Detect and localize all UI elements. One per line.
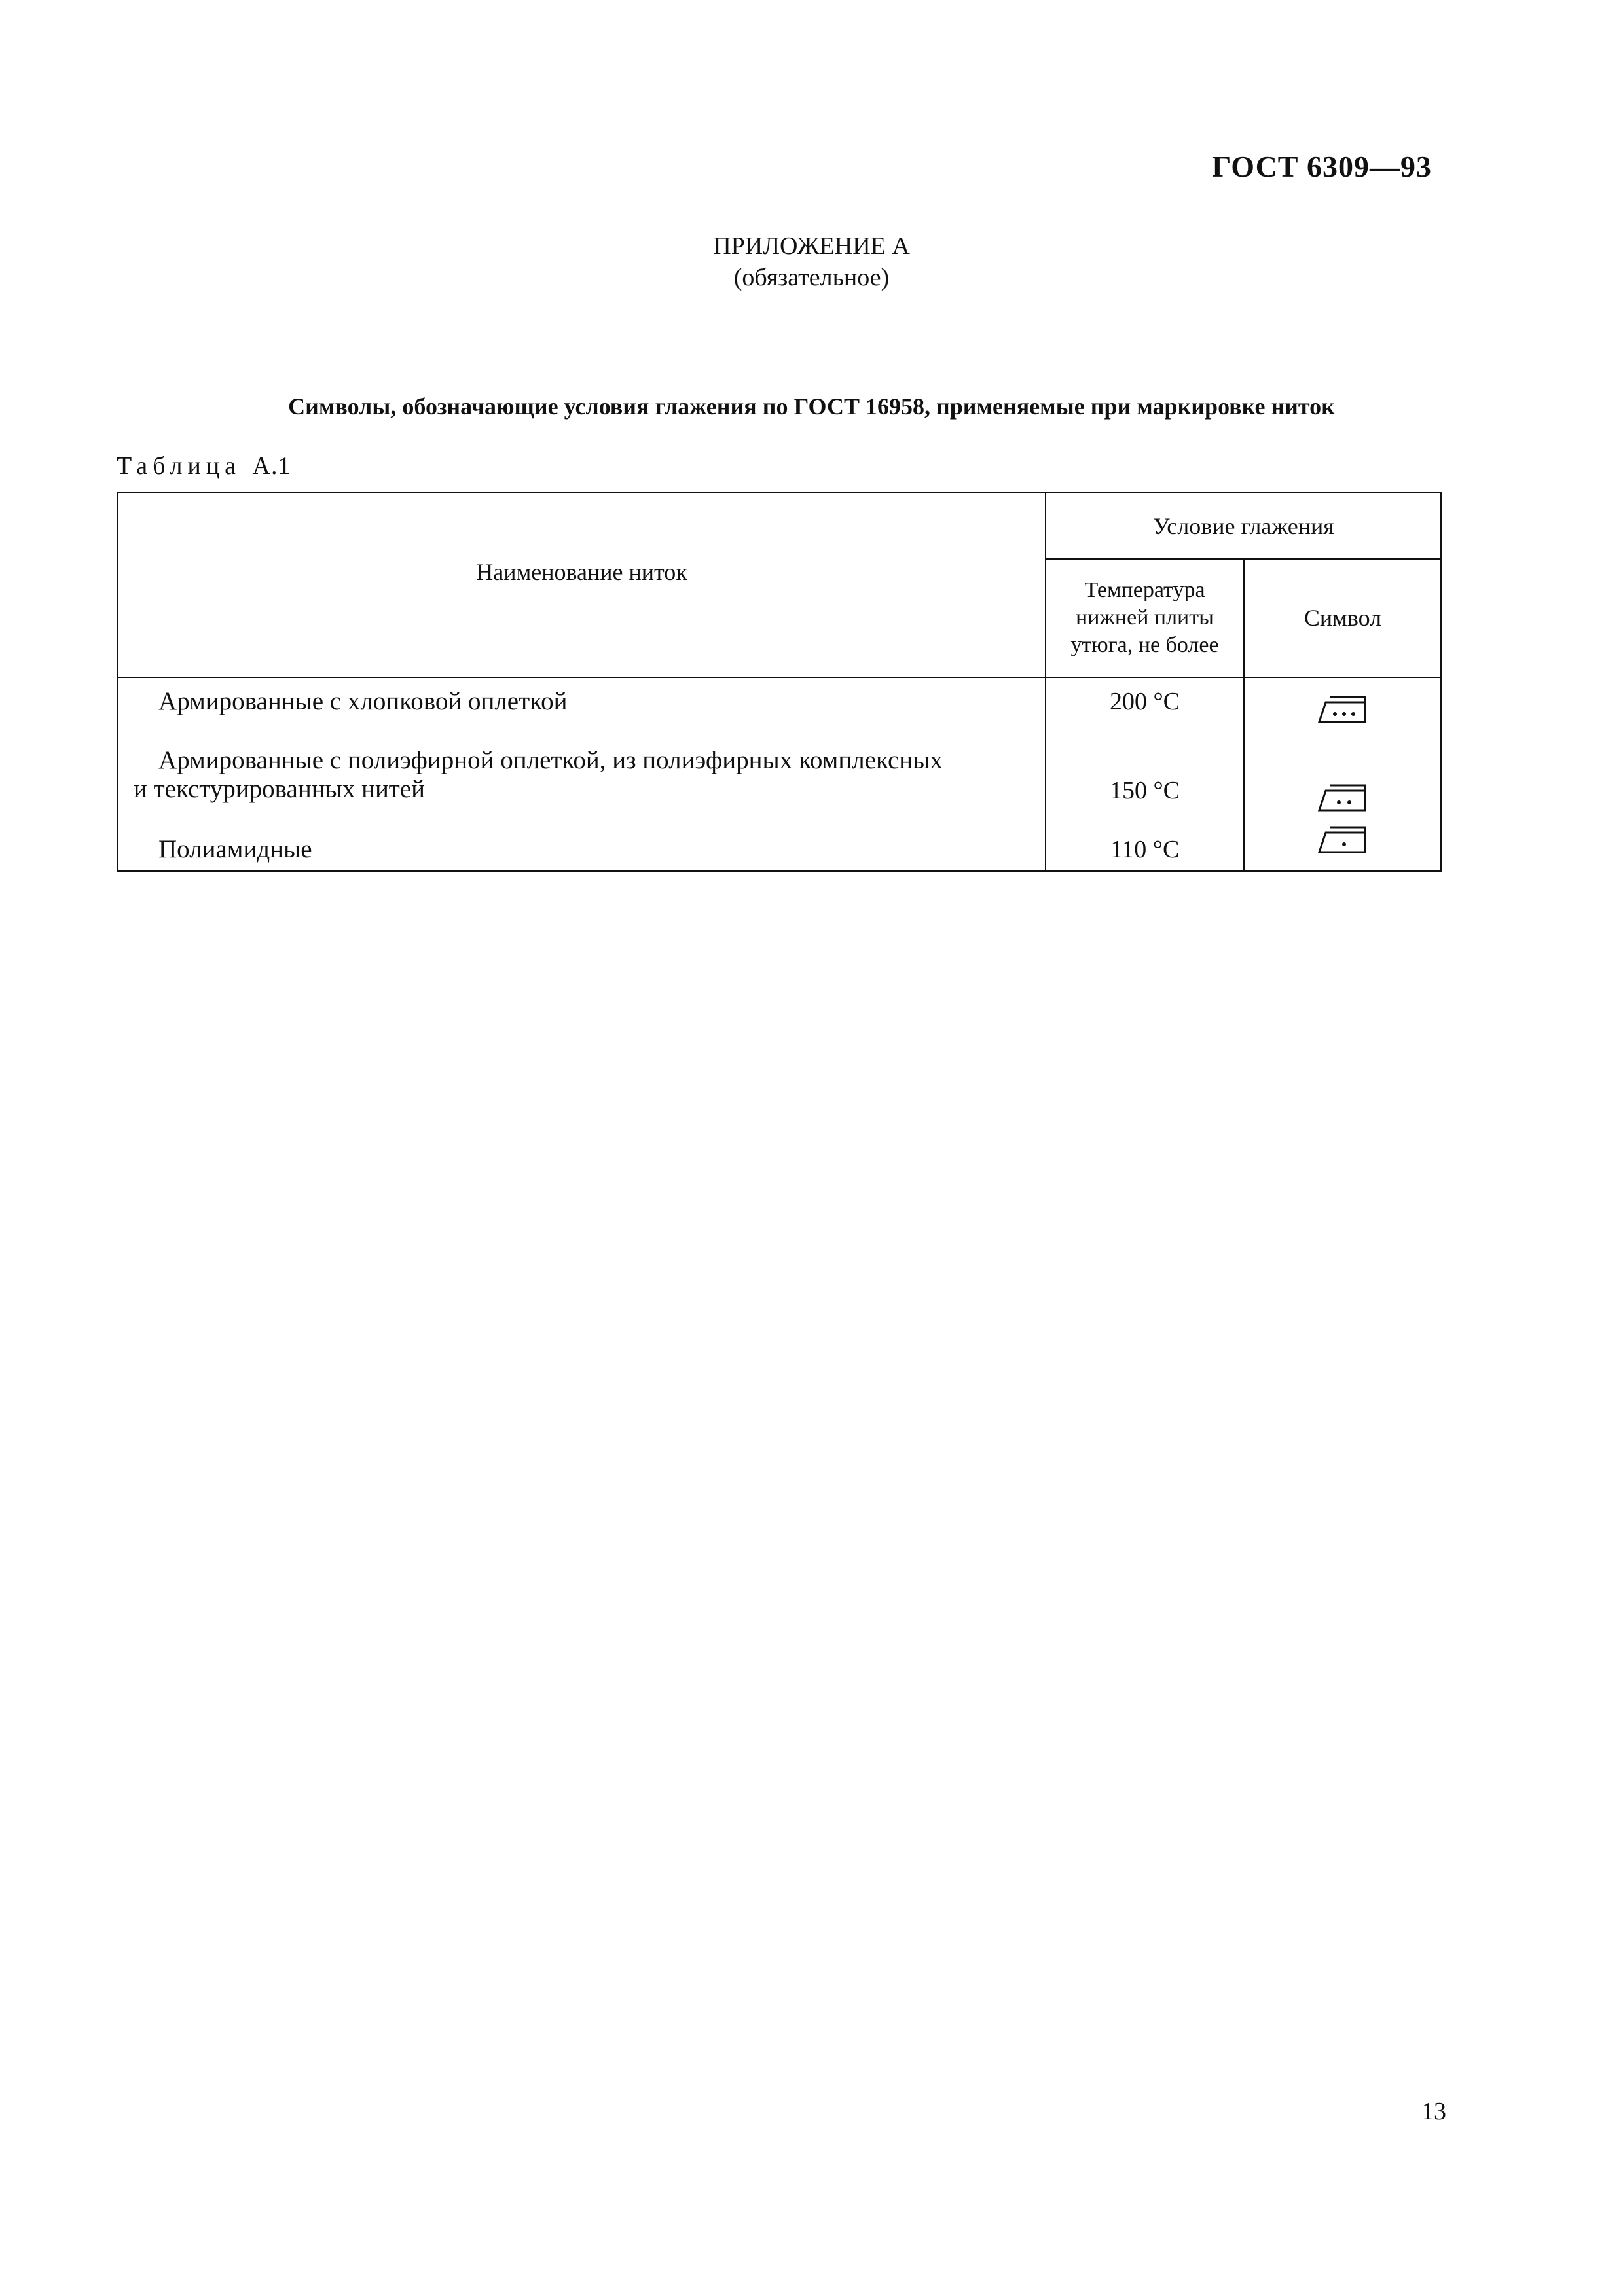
annex-subtitle: (обязательное): [733, 264, 890, 291]
row-name-text: Полиамидные: [158, 835, 312, 863]
table-row-name: [118, 746, 1046, 804]
table-label-word: Таблица: [117, 452, 242, 480]
table-row-name: [118, 687, 1046, 716]
page-number: 13: [1421, 2098, 1446, 2125]
table-row-temperature: 110 °С: [1110, 836, 1180, 863]
annex-heading: [0, 230, 1623, 293]
table-row-temperature: 150 °С: [1109, 777, 1180, 804]
row-name-text: Армированные с полиэфирной оплеткой, из полиэфирных комплексных: [158, 746, 943, 774]
header-symbol: Символ: [1304, 605, 1382, 631]
iron-3-dots-icon: [1244, 693, 1442, 725]
table-row-temperature: 200 °С: [1109, 688, 1180, 715]
table-label-number: А.1: [252, 452, 291, 480]
table-row-name: [118, 835, 1046, 864]
header-temperature: Температура нижней плиты утюга, не более: [1070, 578, 1219, 657]
row-name-text: Армированные с хлопковой оплеткой: [158, 687, 568, 715]
header-thread-name: Наименование ниток: [476, 559, 687, 585]
document-code: ГОСТ 6309—93: [1212, 150, 1432, 183]
header-ironing-condition: Условие глажения: [1153, 513, 1334, 539]
ironing-table: [117, 492, 1442, 872]
annex-title: ПРИЛОЖЕНИЕ А: [713, 232, 910, 260]
iron-2-dots-icon: [1244, 781, 1442, 813]
iron-1-dot-icon: [1244, 823, 1442, 855]
table-caption: Символы, обозначающие условия глажения по ГОСТ 16958, применяемые при маркировке ниток: [288, 393, 1335, 420]
table-label: [117, 452, 291, 480]
row-name-text-continued: и текстурированных нитей: [134, 775, 426, 803]
header-divider: [118, 677, 1440, 678]
